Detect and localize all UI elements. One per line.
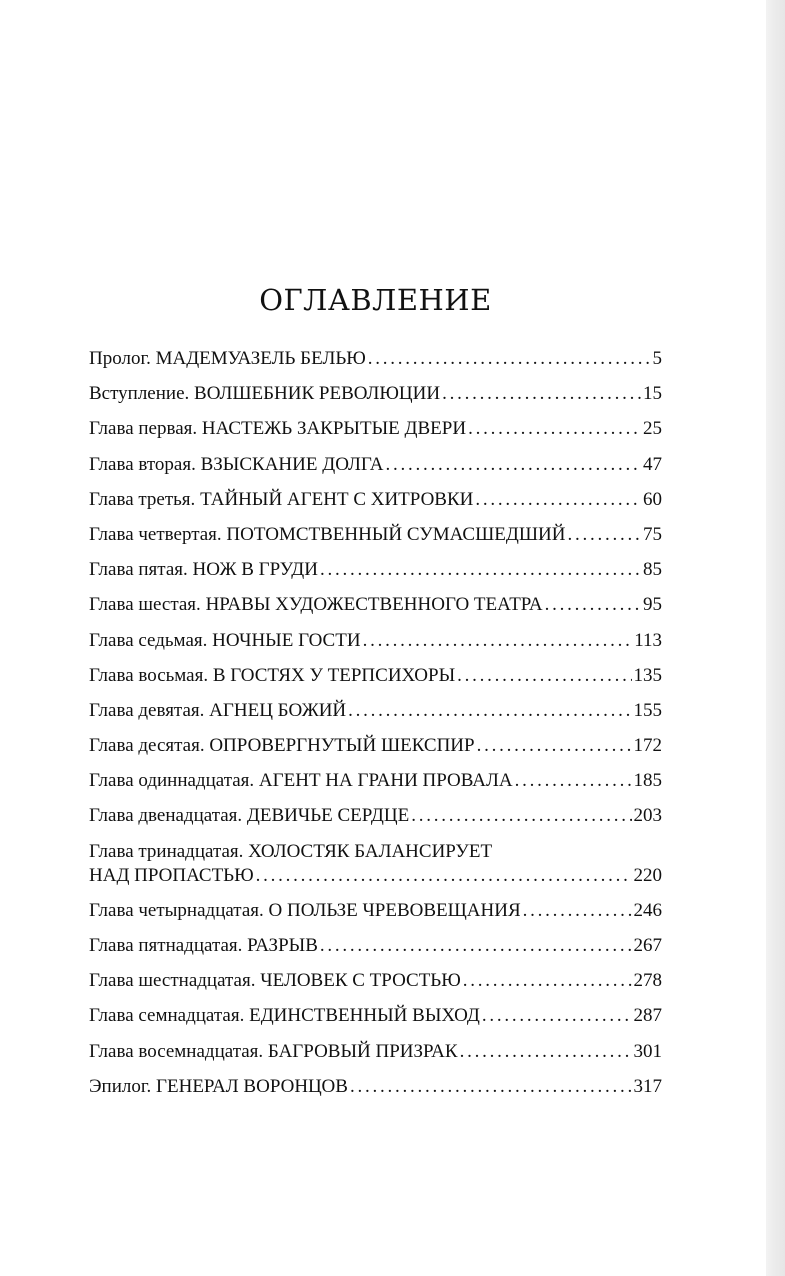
page-edge-shadow <box>766 0 785 1276</box>
toc-entry-text <box>89 1040 458 1064</box>
toc-page-number: 47 <box>643 453 662 475</box>
dot-leader <box>463 969 632 993</box>
toc-entry-line2 <box>89 864 662 888</box>
toc-page-number: 278 <box>633 970 662 992</box>
toc-entry-text <box>89 347 366 371</box>
toc-entry-label: Глава шестая. <box>89 594 201 616</box>
dot-leader <box>350 1075 632 1099</box>
toc-entry <box>89 488 662 512</box>
dot-leader <box>320 934 632 958</box>
toc-entry-title: ОПРОВЕРГНУТЫЙ ШЕКСПИР <box>209 735 475 757</box>
toc-entry <box>89 629 662 653</box>
toc-entry-title: В ГОСТЯХ У ТЕРПСИХОРЫ <box>212 664 456 686</box>
toc-entry-text <box>89 629 361 653</box>
dot-leader <box>545 593 641 617</box>
toc-entry <box>89 523 662 547</box>
dot-leader <box>475 488 641 512</box>
toc-entry-title: ВЗЫСКАНИЕ ДОЛГА <box>200 453 384 475</box>
toc-entry-text <box>89 769 513 793</box>
toc-page-number: 287 <box>633 1005 662 1027</box>
dot-leader <box>348 699 631 723</box>
toc-entry <box>89 1004 662 1028</box>
toc-entry-label: Глава семнадцатая. <box>89 1005 245 1027</box>
dot-leader <box>460 1040 632 1064</box>
toc-entry-title: МАДЕМУАЗЕЛЬ БЕЛЬЮ <box>155 348 366 369</box>
toc-page-number: 15 <box>643 383 662 405</box>
dot-leader <box>320 558 641 582</box>
toc-entry-label: Глава первая. <box>89 418 198 440</box>
toc-entry <box>89 804 662 828</box>
toc-entry-text <box>89 1075 348 1099</box>
toc-entry <box>89 593 662 617</box>
toc-entry <box>89 840 662 888</box>
toc-entry-label: Вступление. <box>89 383 190 405</box>
toc-entry-label: Пролог. <box>89 348 151 369</box>
toc-entry <box>89 664 662 688</box>
toc-entry <box>89 347 662 371</box>
toc-entry <box>89 417 662 441</box>
toc-entry <box>89 934 662 958</box>
dot-leader <box>468 417 641 441</box>
toc-entry-text <box>89 699 346 723</box>
dot-leader <box>256 864 632 888</box>
dot-leader <box>457 664 631 688</box>
toc-entry-text <box>89 417 466 441</box>
toc-entry-text <box>89 969 461 993</box>
toc-entry-label: Глава седьмая. <box>89 629 208 651</box>
toc-page-number: 113 <box>634 629 662 651</box>
toc-entry-text <box>89 664 455 688</box>
toc-page-number: 317 <box>633 1075 662 1097</box>
toc-entry-title: АГНЕЦ БОЖИЙ <box>209 699 347 721</box>
toc-page-number: 85 <box>643 559 662 581</box>
toc-entry-text <box>89 523 565 547</box>
table-of-contents <box>89 347 662 1110</box>
dot-leader <box>386 453 642 477</box>
toc-page-number: 75 <box>643 523 662 545</box>
toc-page-number: 25 <box>643 418 662 440</box>
toc-entry-text <box>89 804 409 828</box>
toc-page-number: 5 <box>652 348 662 369</box>
toc-entry-label: Глава четвертая. <box>89 523 222 545</box>
dot-leader <box>368 347 651 371</box>
dot-leader <box>515 769 632 793</box>
toc-page-number: 246 <box>633 899 662 921</box>
toc-entry-title: ПОТОМСТВЕННЫЙ СУМАСШЕДШИЙ <box>226 523 566 545</box>
toc-entry-title: АГЕНТ НА ГРАНИ ПРОВАЛА <box>258 770 513 792</box>
toc-entry-title: О ПОЛЬЗЕ ЧРЕВОВЕЩАНИЯ <box>268 899 521 921</box>
toc-entry-label: Глава пятнадцатая. <box>89 935 243 956</box>
toc-entry-text <box>89 593 543 617</box>
toc-page-number: 220 <box>633 864 662 886</box>
toc-entry-line1 <box>89 840 662 864</box>
toc-entry-label: Глава четырнадцатая. <box>89 899 264 921</box>
toc-page-number: 301 <box>633 1040 662 1062</box>
dot-leader <box>482 1004 632 1028</box>
toc-entry <box>89 453 662 477</box>
toc-entry-title: НАСТЕЖЬ ЗАКРЫТЫЕ ДВЕРИ <box>201 418 467 440</box>
toc-entry-label: Глава восьмая. <box>89 664 209 686</box>
dot-leader <box>523 899 632 923</box>
toc-entry <box>89 734 662 758</box>
toc-entry-text <box>89 453 384 477</box>
toc-entry-text <box>89 558 318 582</box>
toc-entry-title: НРАВЫ ХУДОЖЕСТВЕННОГО ТЕАТРА <box>205 594 543 616</box>
toc-entry-label: Глава десятая. <box>89 735 205 757</box>
toc-entry-label: Глава пятая. <box>89 559 188 581</box>
toc-entry-title: ГЕНЕРАЛ ВОРОНЦОВ <box>156 1075 348 1097</box>
toc-page-number: 172 <box>633 735 662 757</box>
toc-entry <box>89 899 662 923</box>
toc-entry-title: БАГРОВЫЙ ПРИЗРАК <box>267 1040 458 1062</box>
toc-page-number: 185 <box>633 770 662 792</box>
toc-entry-title: ЕДИНСТВЕННЫЙ ВЫХОД <box>249 1005 480 1027</box>
toc-entry-label: Глава шестнадцатая. <box>89 970 256 992</box>
toc-entry <box>89 558 662 582</box>
toc-page-number: 155 <box>633 699 662 721</box>
toc-entry-text <box>89 899 521 923</box>
toc-entry <box>89 969 662 993</box>
toc-entry-title: ЧЕЛОВЕК С ТРОСТЬЮ <box>260 970 461 992</box>
toc-entry <box>89 382 662 406</box>
toc-entry-title: ХОЛОСТЯК БАЛАНСИРУЕТ <box>248 840 493 862</box>
dot-leader <box>477 734 632 758</box>
toc-entry-label: Глава тринадцатая. <box>89 840 244 862</box>
toc-entry-label: Глава девятая. <box>89 699 205 721</box>
toc-page-number: 203 <box>633 805 662 827</box>
toc-entry <box>89 1075 662 1099</box>
toc-entry-title: РАЗРЫВ <box>247 935 318 956</box>
toc-page-number: 95 <box>643 594 662 616</box>
toc-entry <box>89 769 662 793</box>
dot-leader <box>567 523 641 547</box>
toc-page-number: 135 <box>633 664 662 686</box>
toc-entry-title: ВОЛШЕБНИК РЕВОЛЮЦИИ <box>194 383 441 405</box>
toc-entry-text <box>89 382 440 406</box>
toc-entry <box>89 1040 662 1064</box>
toc-entry-text <box>89 934 318 958</box>
toc-entry-label: Глава вторая. <box>89 453 196 475</box>
toc-entry-title: НОЖ В ГРУДИ <box>192 559 318 581</box>
dot-leader <box>411 804 631 828</box>
toc-entry <box>89 699 662 723</box>
toc-entry-label: Глава восемнадцатая. <box>89 1040 264 1062</box>
toc-entry-title: ТАЙНЫЙ АГЕНТ С ХИТРОВКИ <box>200 488 474 510</box>
toc-page-number: 267 <box>633 935 662 956</box>
page-title: ОГЛАВЛЕНИЕ <box>259 283 492 317</box>
toc-page-number: 60 <box>643 488 662 510</box>
toc-entry-text <box>89 1004 480 1028</box>
toc-entry-text <box>89 734 475 758</box>
toc-entry-label: Глава одиннадцатая. <box>89 770 255 792</box>
toc-entry-title: ДЕВИЧЬЕ СЕРДЦЕ <box>246 805 410 827</box>
toc-entry-title: НОЧНЫЕ ГОСТИ <box>212 629 361 651</box>
toc-entry-label: Эпилог. <box>89 1075 152 1097</box>
toc-entry-label: Глава двенадцатая. <box>89 805 243 827</box>
toc-entry-title-continued: НАД ПРОПАСТЬЮ <box>89 864 254 886</box>
toc-entry-label: Глава третья. <box>89 488 196 510</box>
dot-leader <box>442 382 641 406</box>
dot-leader <box>363 629 633 653</box>
toc-entry-text <box>89 488 473 512</box>
